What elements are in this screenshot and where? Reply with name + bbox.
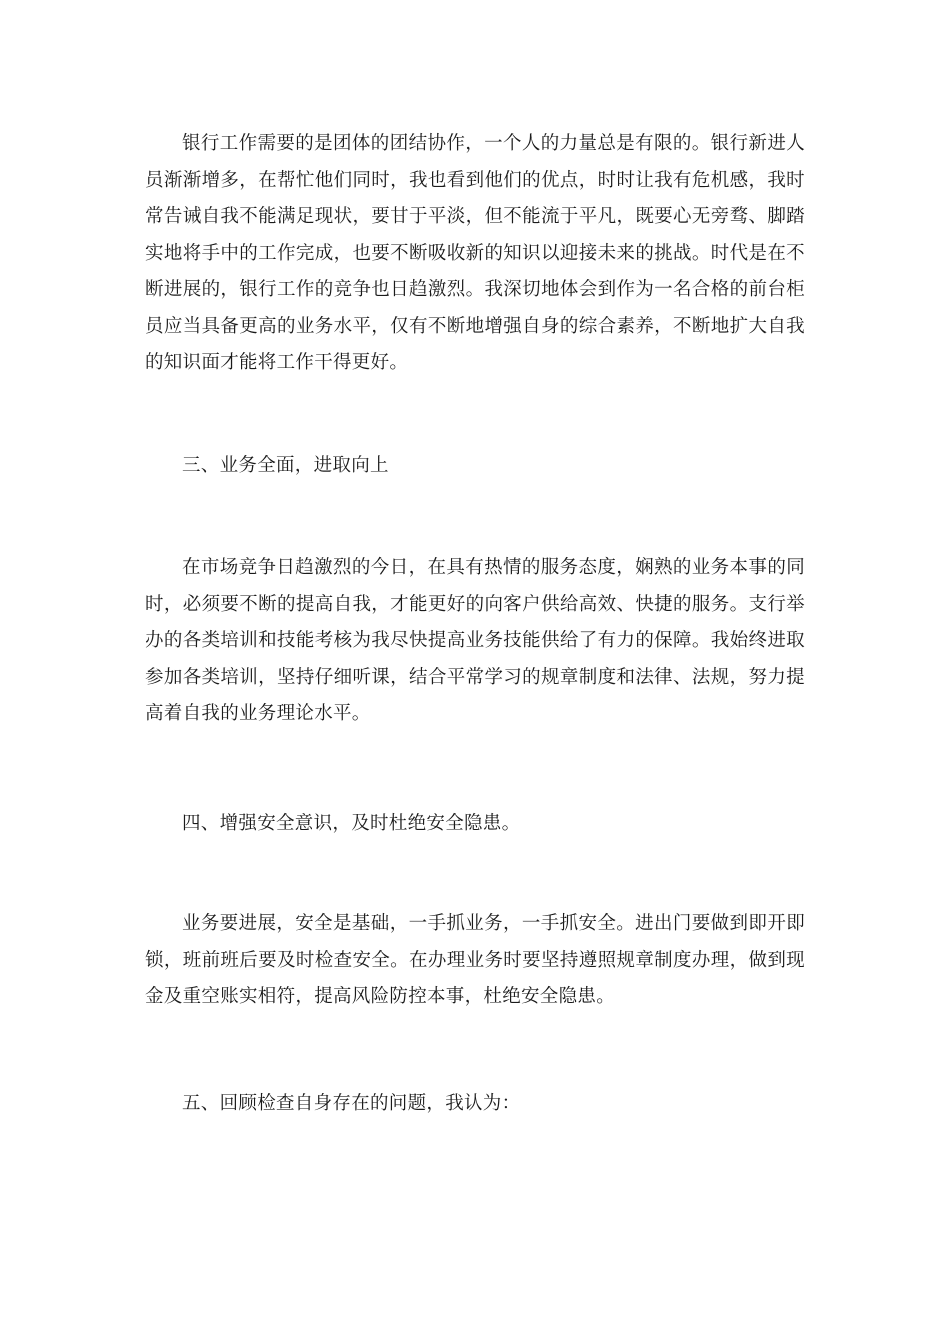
paragraph-safety: 业务要进展，安全是基础，一手抓业务，一手抓安全。进出门要做到即开即锁，班前班后要及时检查安全。在办理业务时要坚持遵照规章制度办理，做到现金及重空账实相符，提高风险防控本事，杜绝安全隐患。 — [145, 913, 805, 1007]
section-heading-3: 三、业务全面，进取向上 — [182, 455, 389, 476]
section-heading-5: 五、回顾检查自身存在的问题，我认为： — [182, 1093, 521, 1114]
section-heading-4: 四、增强安全意识，及时杜绝安全隐患。 — [182, 813, 521, 834]
paragraph-teamwork: 银行工作需要的是团体的团结协作，一个人的力量总是有限的。银行新进人员渐渐增多，在帮忙他们同时，我也看到他们的优点，时时让我有危机感，我时常告诫自我不能满足现状，要甘于平淡，但不能流于平凡，既要心无旁骛、脚踏实地将手中的工作完成，也要不断吸收新的知识以迎接未来的挑战。时代是在不断进展的，银行工作的竞争也日趋激烈。我深切地体会到作为一名合格的前台柜员应当具备更高的业务水平，仅有不断地增强自身的综合素养，不断地扩大自我的知识面才能将工作干得更好。 — [145, 133, 805, 373]
paragraph-business-skills: 在市场竞争日趋激烈的今日，在具有热情的服务态度，娴熟的业务本事的同时，必须要不断的提高自我，才能更好的向客户供给高效、快捷的服务。支行举办的各类培训和技能考核为我尽快提高业务技能供给了有力的保障。我始终进取参加各类培训，坚持仔细听课，结合平常学习的规章制度和法律、法规，努力提高着自我的业务理论水平。 — [145, 557, 805, 724]
